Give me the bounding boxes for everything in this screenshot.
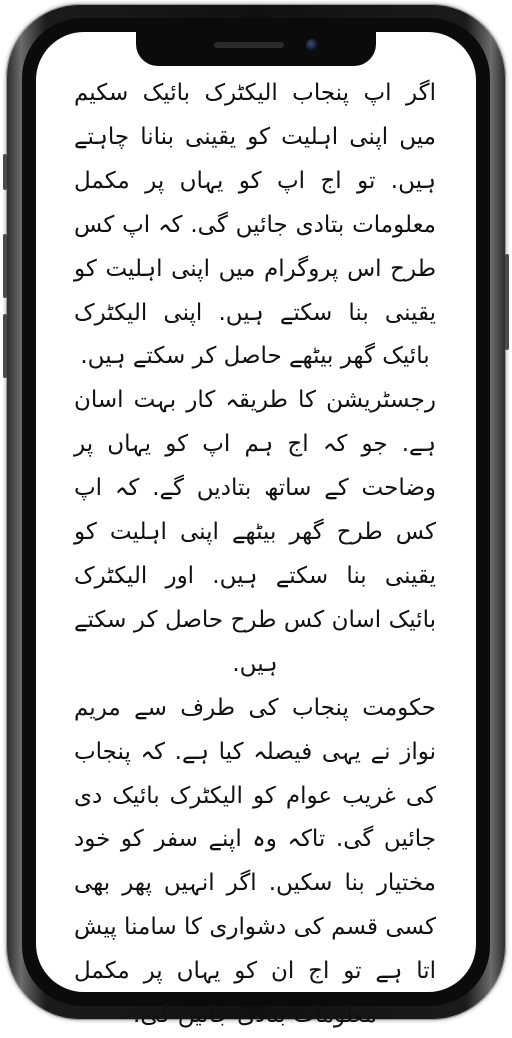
front-camera-icon (306, 39, 318, 51)
side-button-right (505, 254, 509, 350)
article-paragraph-1: اگر اپ پنجاب الیکٹرک بائیک سکیم میں اپنی اہلیت کو یقینی بنانا چاہتے ہیں. تو اج اپ کو یہاں پر مکمل معلومات بتادی جائیں گی. کہ اپ کس طرح اس پروگرام میں اپنی اہلیت کو یقینی بنا سکتے ہیں. اپنی الیکٹرک بائیک گھر بیٹھے حاصل کر سکتے ہیں. (74, 80, 436, 370)
article-body (74, 72, 436, 1038)
article-paragraph-3: حکومت پنجاب کی طرف سے مریم نواز نے یہی فیصلہ کیا ہے. کہ پنجاب کی غریب عوام کو الیکٹرک بائیک دی جائیں گی. تاکہ وہ اپنے سفر کو خود مختیار بنا سکیں. اگر انہیں پھر بھی کسی قسم کی دشواری کا سامنا پیش اتا ہے تو اج ان کو یہاں پر مکمل معلومات بتادی جائیں گی. (74, 694, 436, 1029)
side-button-left-top (3, 154, 7, 190)
side-button-left-mid (3, 234, 7, 298)
notch (136, 32, 376, 66)
side-button-left-bottom (3, 314, 7, 378)
phone-frame (6, 4, 506, 1029)
phone-screen (36, 32, 476, 1029)
phone-bezel (22, 18, 490, 1029)
article-paragraph-2: رجسٹریشن کا طریقہ کار بہت اسان ہے. جو کہ اج ہم اپ کو یہاں پر وضاحت کے ساتھ بتادیں گے. کہ اپ کس طرح گھر بیٹھے اپنی اہلیت کو یقینی بنا سکتے ہیں. اور الیکٹرک بائیک اسان کس طرح حاصل کر سکتے ہیں. (74, 387, 436, 677)
speaker-grille (214, 42, 284, 48)
